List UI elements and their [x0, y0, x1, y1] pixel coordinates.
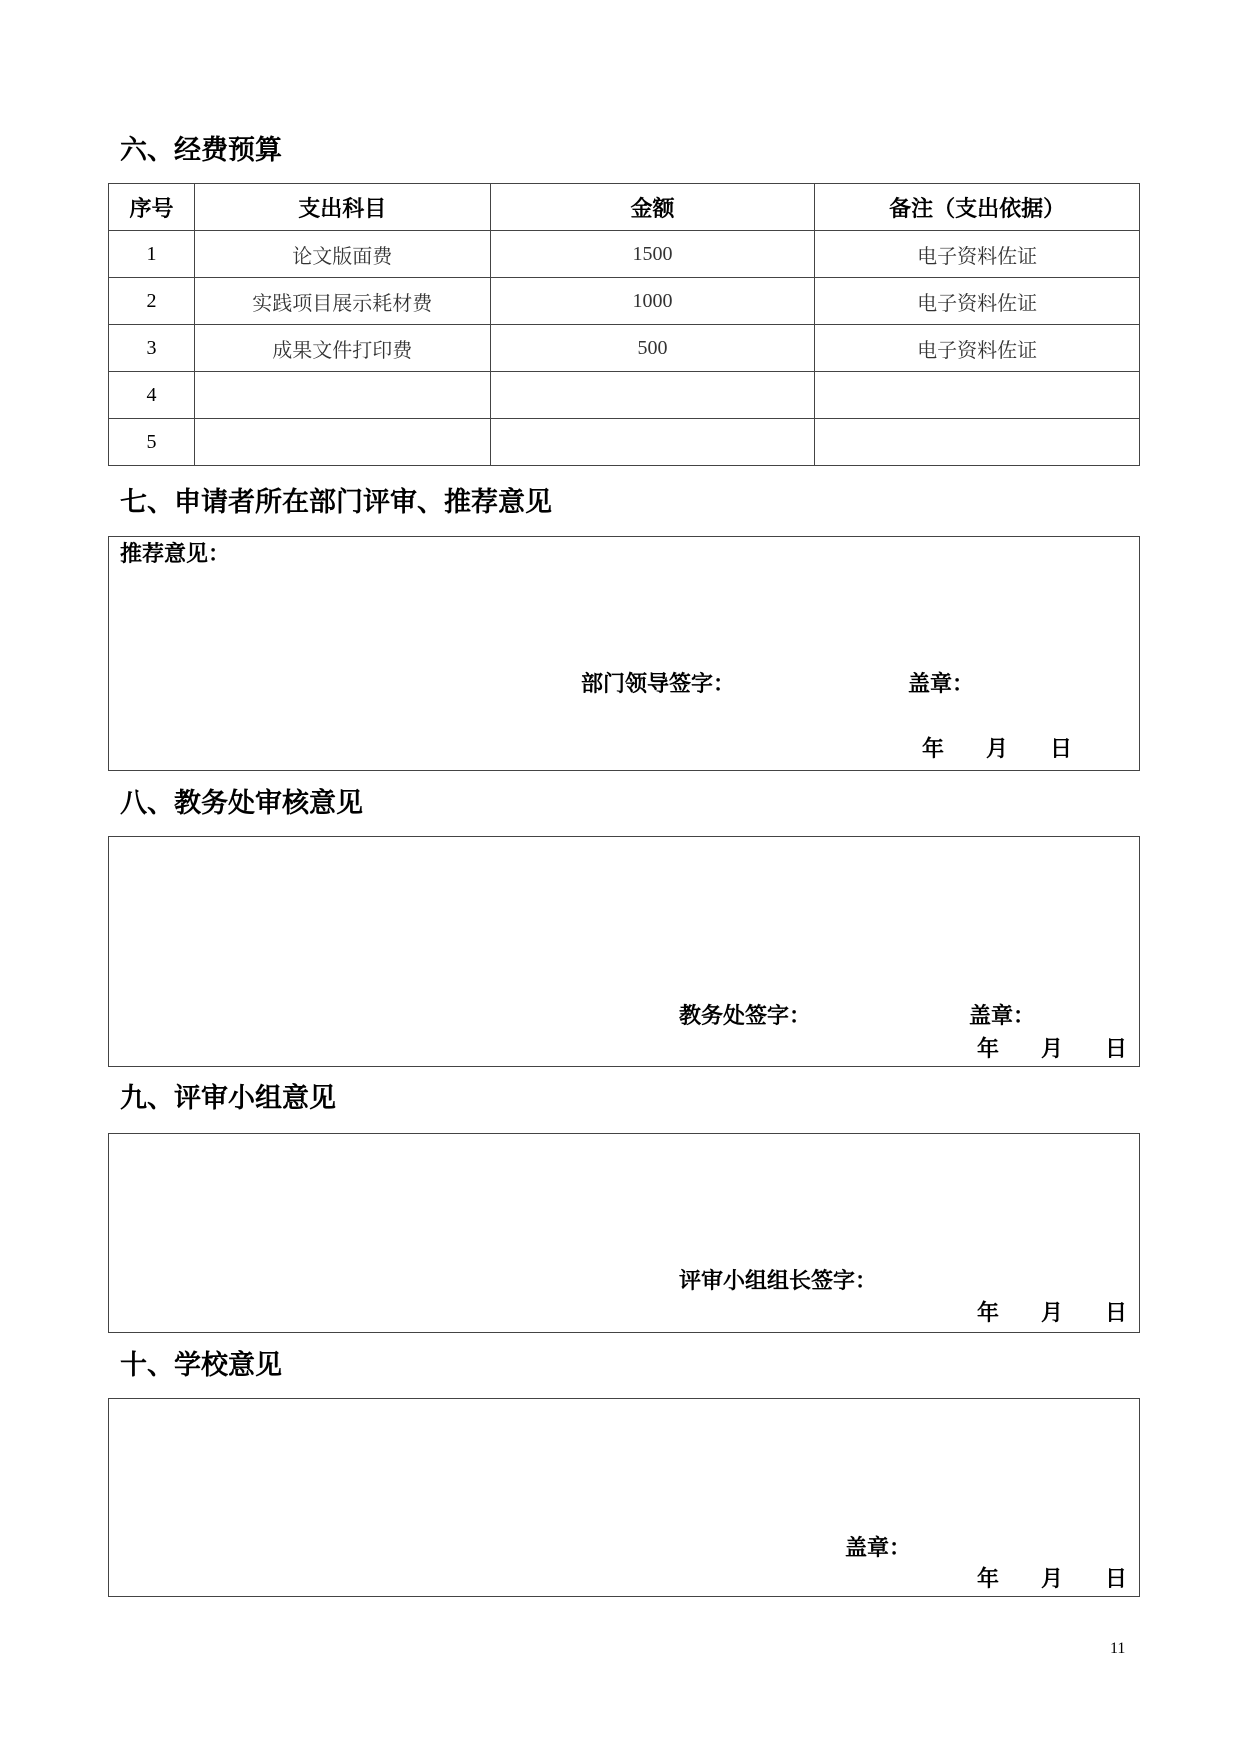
row-note — [815, 419, 1140, 466]
row-note: 电子资料佐证 — [815, 325, 1140, 372]
school-day: 日 — [1105, 1566, 1128, 1592]
school-month: 月 — [1041, 1566, 1064, 1592]
dept-leader-sign-label: 部门领导签字： — [581, 671, 736, 697]
row-no: 4 — [109, 372, 195, 419]
row-note: 电子资料佐证 — [815, 231, 1140, 278]
row-note: 电子资料佐证 — [815, 278, 1140, 325]
academic-seal-label: 盖章： — [969, 1003, 1036, 1029]
academic-year: 年 — [977, 1036, 1000, 1062]
academic-day: 日 — [1105, 1036, 1128, 1062]
row-no: 2 — [109, 278, 195, 325]
dept-month: 月 — [986, 736, 1009, 762]
table-row — [109, 278, 1140, 325]
table-row — [109, 372, 1140, 419]
section-dept-title: 七、申请者所在部门评审、推荐意见 — [120, 487, 552, 518]
dept-seal-label: 盖章： — [908, 671, 975, 697]
row-no: 1 — [109, 231, 195, 278]
row-item: 实践项目展示耗材费 — [194, 278, 490, 325]
dept-day: 日 — [1050, 736, 1073, 762]
panel-leader-sign-label: 评审小组组长签字： — [679, 1268, 878, 1294]
panel-year: 年 — [977, 1300, 1000, 1326]
table-row — [109, 419, 1140, 466]
page-number: 11 — [1110, 1640, 1126, 1657]
row-amount — [490, 419, 815, 466]
row-item — [194, 419, 490, 466]
section-budget-title: 六、经费预算 — [120, 135, 282, 166]
row-item: 论文版面费 — [194, 231, 490, 278]
row-no: 5 — [109, 419, 195, 466]
school-year: 年 — [977, 1566, 1000, 1592]
section-academic-title: 八、教务处审核意见 — [120, 788, 363, 819]
row-amount — [490, 372, 815, 419]
school-seal-label: 盖章： — [845, 1535, 912, 1561]
section-panel-title: 九、评审小组意见 — [120, 1083, 336, 1114]
academic-opinion-box — [108, 836, 1140, 1067]
recommend-opinion-label: 推荐意见： — [120, 541, 231, 567]
row-no: 3 — [109, 325, 195, 372]
row-amount: 1000 — [490, 278, 815, 325]
table-row — [109, 231, 1140, 278]
table-row — [109, 325, 1140, 372]
dept-year: 年 — [922, 736, 945, 762]
row-amount: 500 — [490, 325, 815, 372]
row-item — [194, 372, 490, 419]
row-item: 成果文件打印费 — [194, 325, 490, 372]
section-school-title: 十、学校意见 — [120, 1350, 282, 1381]
header-amount: 金额 — [490, 184, 815, 231]
panel-month: 月 — [1041, 1300, 1064, 1326]
row-note — [815, 372, 1140, 419]
academic-month: 月 — [1041, 1036, 1064, 1062]
budget-table — [108, 183, 1140, 466]
header-no: 序号 — [109, 184, 195, 231]
header-item: 支出科目 — [194, 184, 490, 231]
table-header-row — [109, 184, 1140, 231]
academic-sign-label: 教务处签字： — [679, 1003, 812, 1029]
row-amount: 1500 — [490, 231, 815, 278]
header-note: 备注（支出依据） — [815, 184, 1140, 231]
panel-day: 日 — [1105, 1300, 1128, 1326]
